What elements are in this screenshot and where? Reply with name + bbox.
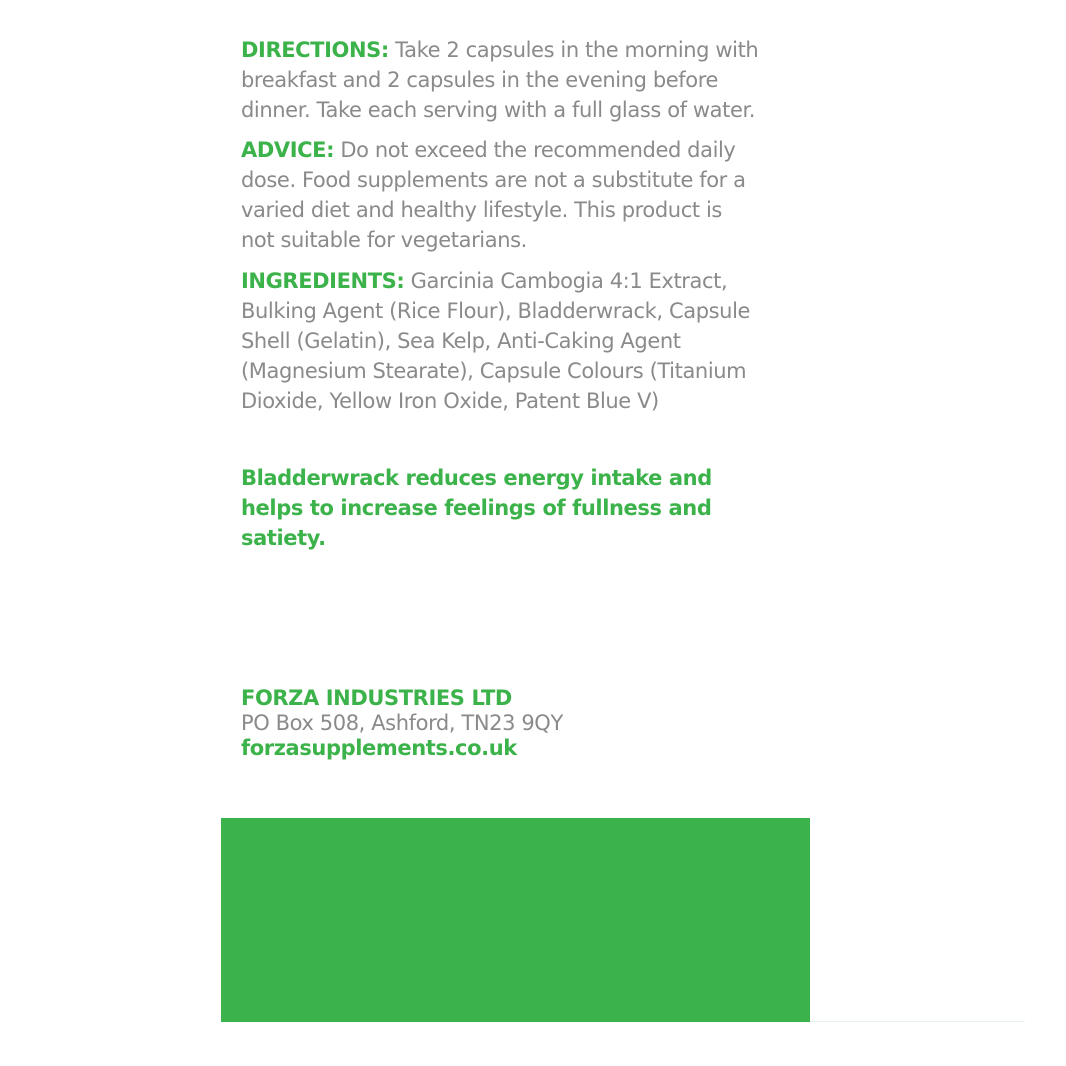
company-block	[241, 686, 563, 761]
ingredients-text: Garcinia Cambogia 4:1 Extract, Bulking Agent (Rice Flour), Bladderwrack, Capsule Shell (Gelatin), Sea Kelp, Anti-Caking Agent (Magnesium Stearate), Capsule Colours (Titanium Dioxide, Yellow Iron Oxide, Patent Blue V)	[241, 269, 751, 413]
ingredients-heading: INGREDIENTS:	[241, 269, 405, 293]
advice-text: Do not exceed the recommended daily dose. Food supplements are not a substitute for a varied diet and healthy lifestyle. This product is not suitable for vegetarians.	[241, 138, 746, 252]
directions-heading: DIRECTIONS:	[241, 38, 389, 62]
green-color-panel	[221, 818, 810, 1022]
ingredients-paragraph	[241, 266, 761, 416]
company-address: PO Box 508, Ashford, TN23 9QY	[241, 711, 563, 735]
health-claim: Bladderwrack reduces energy intake and helps to increase feelings of fullness and satiety.	[241, 466, 712, 550]
company-name: FORZA INDUSTRIES LTD	[241, 686, 512, 710]
directions-text: Take 2 capsules in the morning with breakfast and 2 capsules in the evening before dinner. Take each serving with a full glass of water.	[241, 38, 759, 122]
advice-heading: ADVICE:	[241, 138, 335, 162]
company-website: forzasupplements.co.uk	[241, 736, 517, 760]
divider	[810, 1021, 1025, 1022]
directions-paragraph	[241, 35, 761, 125]
advice-paragraph	[241, 135, 761, 255]
